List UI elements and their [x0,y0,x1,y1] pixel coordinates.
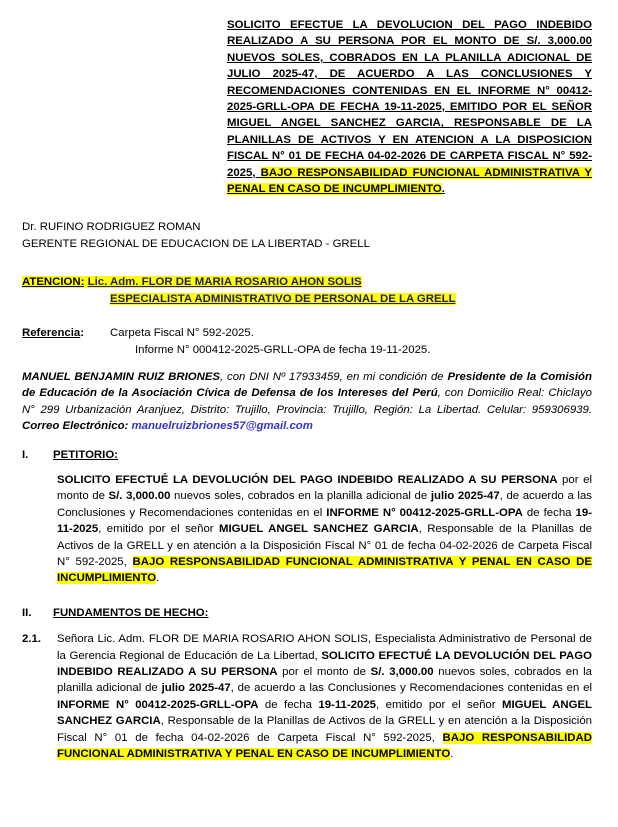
text-run: , con DNI Nº 17933459, en mi condición de [220,370,448,383]
text-run: : [80,327,85,340]
text-run: BAJO RESPONSABILIDAD FUNCIONAL ADMINISTRATIVA Y PENAL EN CASO DE INCUMPLIMIENTO [57,555,592,585]
attention-line-2 [110,291,592,307]
text-run: , Responsable de la Planillas de Activos de la GRELL y en atención a la Disposición Fiscal N° 01 de fecha 04-02-2026 de Carpeta Fiscal N° 592-2025, [57,523,593,568]
text-run: , con Domicilio Real: Chiclayo N° 299 Urbanización Aranjuez, Distrito: Trujillo, Provincia: Trujillo, Región: La Libertad. Celular: 959306939. [22,387,593,416]
text-run: julio 2025-47 [430,490,500,503]
text-run: , de acuerdo a las Conclusiones y Recomendaciones contenidas en el [230,682,592,695]
text-run: MIGUEL ANGEL SANCHEZ GARCIA [219,523,419,536]
text-run: , emitido por el señor [98,523,220,536]
text-run: 19-11-2025 [57,506,593,536]
intro-paragraph [22,369,592,435]
text-run: . [156,572,160,585]
text-run: SOLICITO EFECTUÉ LA DEVOLUCIÓN DEL PAGO INDEBIDO REALIZADO A SU PERSONA [57,473,558,486]
section-title: FUNDAMENTOS DE HECHO: [53,606,209,619]
section-number: I. [22,448,29,461]
summary-block [227,17,592,197]
text-run: por el monto de [277,666,371,678]
reference-label: Referencia [22,327,81,340]
text-run: de fecha [258,698,319,711]
text-run: INFORME N° 00412-2025-GRLL-OPA [326,506,523,519]
text-run: , de acuerdo a las Conclusiones y Recomendaciones contenidas en el [57,490,592,519]
reference-block [22,325,592,358]
recipient-title: GERENTE REGIONAL DE EDUCACION DE LA LIBERTAD - GRELL [22,237,370,250]
text-run: nuevos soles, cobrados en la planilla adicional de [57,666,592,695]
text-run: . [441,183,445,196]
text-run: SOLICITO EFECTUÉ LA DEVOLUCIÓN DEL PAGO INDEBIDO REALIZADO A SU PERSONA [57,649,592,678]
text-run: por el monto de [57,473,592,503]
recipient-block [22,219,592,252]
text-run: S/. 3,000.00 [108,490,171,503]
section-number: II. [22,606,32,619]
text-run: BAJO RESPONSABILIDAD FUNCIONAL ADMINISTRATIVA Y PENAL EN CASO DE INCUMPLIMIENTO [57,731,592,761]
section-title: PETITORIO: [53,448,118,461]
section-heading-fundamentos [22,605,592,621]
reference-informe: Informe N° 000412-2025-GRLL-OPA de fecha 19-11-2025. [135,343,431,356]
text-run: , Responsable de la Planillas de Activos de la GRELL y en atención a la Disposición Fiscal N° 01 de fecha 04-02-2026 de Carpeta Fiscal N° 592-2025, [57,715,592,744]
attention-person-role: ESPECIALISTA ADMINISTRATIVO DE PERSONAL DE LA GRELL [110,292,456,305]
item-text [57,633,592,760]
item-number: 2.1. [22,633,41,646]
reference-line-1 [22,325,592,341]
petitorio-paragraph [57,472,592,587]
text-run: 19-11-2025 [318,698,377,711]
text-run: Correo Electrónico: [22,420,132,433]
section-heading-petitorio [22,447,592,463]
text-run: Presidente de la Comisión de Educación de la Asociación Cívica de Defensa de los Intereses del Perú [22,370,592,400]
text-run: INFORME N° 00412-2025-GRLL-OPA [57,698,259,711]
text-run: BAJO RESPONSABILIDAD FUNCIONAL ADMINISTRATIVA Y PENAL EN CASO DE INCUMPLIMIENTO [227,166,593,196]
attention-person-name: Lic. Adm. FLOR DE MARIA ROSARIO AHON SOLIS [87,276,362,289]
attention-block [22,274,592,307]
text-run: julio 2025-47 [161,682,231,695]
item-2-1 [22,631,592,762]
sender-name: MANUEL BENJAMIN RUIZ BRIONES [22,370,221,383]
text-run: MIGUEL ANGEL SANCHEZ GARCIA [57,698,593,728]
text-run: de fecha [522,506,576,519]
attention-line-1 [22,274,592,290]
attention-label: ATENCION: [22,276,85,289]
text-run: SOLICITO EFECTUE LA DEVOLUCION DEL PAGO INDEBIDO REALIZADO A SU PERSONA POR EL MONTO DE S/. 3,000.00 NUEVOS SOLES, COBRADOS EN LA PLANILLA ADICIONAL DE JULIO 2025-47, DE ACUERDO A LAS CONCLUSIONES Y RECOMENDACIONES CONTENIDAS EN EL INFORME N° 00412-2025-GRLL-OPA DE FECHA 19-11-2025, EMITIDO POR EL SEÑOR MIGUEL ANGEL SANCHEZ GARCIA, RESPONSABLE DE LA PLANILLAS DE ACTIVOS Y EN ATENCION A LA DISPOSICION FISCAL N° 01 DE FECHA 04-02-2026 DE CARPETA FISCAL N° 592-2025, [227,19,592,179]
text-run: S/. 3,000.00 [370,666,434,678]
reference-carpeta: Carpeta Fiscal N° 592-2025. [110,327,254,340]
text-run: , emitido por el señor [376,698,503,711]
recipient-name: Dr. RUFINO RODRIGUEZ ROMAN [22,221,201,234]
email-link[interactable]: manuelruizbriones57@gmail.com [131,420,313,433]
text-run: nuevos soles, cobrados en la planilla adicional de [170,490,431,503]
text-run: Señora Lic. Adm. FLOR DE MARIA ROSARIO AHON SOLIS, Especialista Administrativo de Personal de la Gerencia Regional de Educación de La Libertad, [57,633,592,662]
text-run: . [450,748,454,761]
